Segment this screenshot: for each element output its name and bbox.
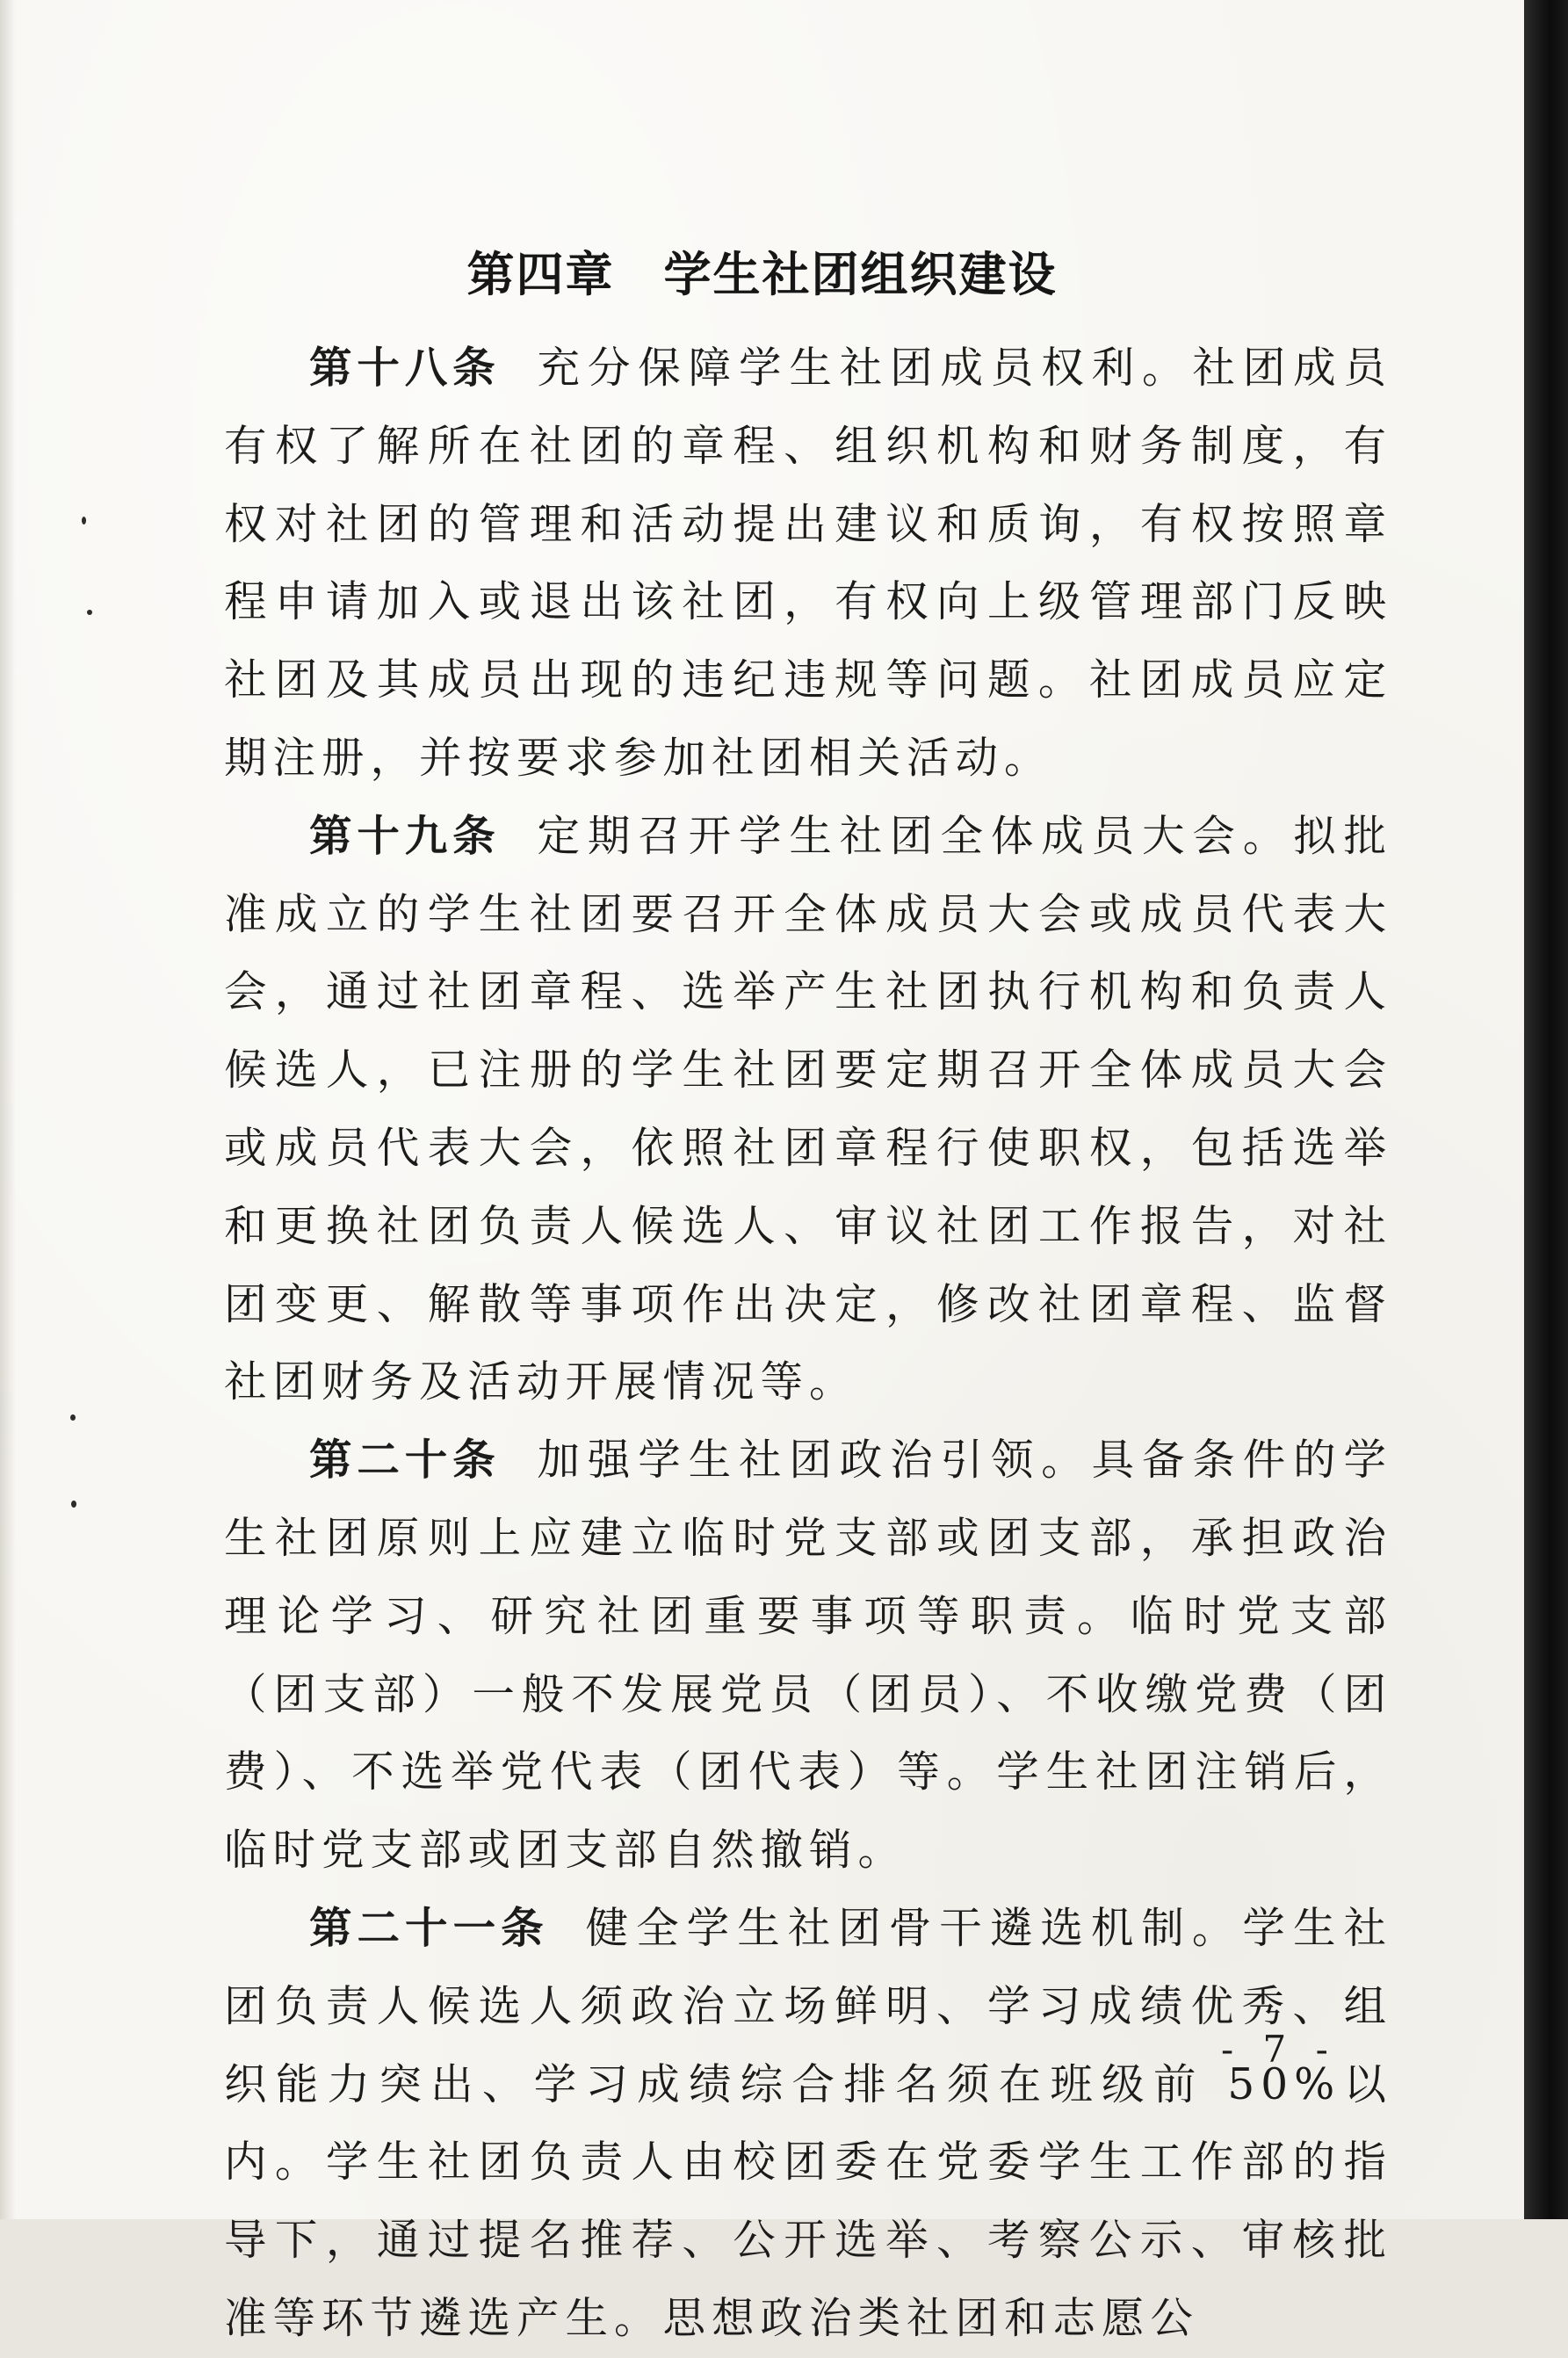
- article-paragraph: [224, 798, 1392, 1421]
- article-text: 充分保障学生社团成员权利。社团成员有权了解所在社团的章程、组织机构和财务制度，有权对社团的管理和活动提出建议和质询，有权按照章程申请加入或退出该社团，有权向上级管理部门反映社团及其成员出现的违纪违规等问题。社团成员应定期注册，并按要求参加社团相关活动。: [224, 344, 1392, 783]
- scan-speck: [71, 1501, 76, 1508]
- scan-speck: [82, 517, 86, 524]
- scan-speck: [87, 610, 92, 615]
- article-text: 健全学生社团骨干遴选机制。学生社团负责人候选人须政治立场鲜明、学习成绩优秀、组织能力突出、学习成绩综合排名须在班级前 50%以内。学生社团负责人由校团委在党委学生工作部的指导下，通过提名推荐、公开选举、考察公示、审核批准等环节遴选产生。思想政治类社团和志愿公: [224, 1903, 1392, 2343]
- article-number: 第十八条: [309, 344, 501, 393]
- scan-speck: [70, 1414, 76, 1421]
- scan-right-border: [1524, 0, 1568, 2219]
- chapter-title: 第四章 学生社团组织建设: [466, 247, 1058, 302]
- article-number: 第二十一条: [309, 1903, 549, 1953]
- scan-left-shadow: [0, 0, 16, 2219]
- article-number: 第二十条: [309, 1436, 501, 1486]
- article-text: 加强学生社团政治引领。具备条件的学生社团原则上应建立临时党支部或团支部，承担政治理论学习、研究社团重要事项等职责。临时党支部（团支部）一般不发展党员（团员）、不收缴党费（团费）、不选举党代表（团代表）等。学生社团注销后，临时党支部或团支部自然撤销。: [224, 1436, 1392, 1876]
- document-body: [224, 329, 1392, 2358]
- article-paragraph: [224, 1421, 1392, 1890]
- page-number: - 7 -: [1221, 2028, 1337, 2071]
- article-paragraph: [224, 329, 1392, 798]
- article-number: 第十九条: [309, 811, 501, 861]
- article-paragraph: [224, 1890, 1392, 2358]
- article-text: 定期召开学生社团全体成员大会。拟批准成立的学生社团要召开全体成员大会或成员代表大会，通过社团章程、选举产生社团执行机构和负责人候选人，已注册的学生社团要定期召开全体成员大会或成员代表大会，依照社团章程行使职权，包括选举和更换社团负责人候选人、审议社团工作报告，对社团变更、解散等事项作出决定，修改社团章程、监督社团财务及活动开展情况等。: [224, 811, 1392, 1407]
